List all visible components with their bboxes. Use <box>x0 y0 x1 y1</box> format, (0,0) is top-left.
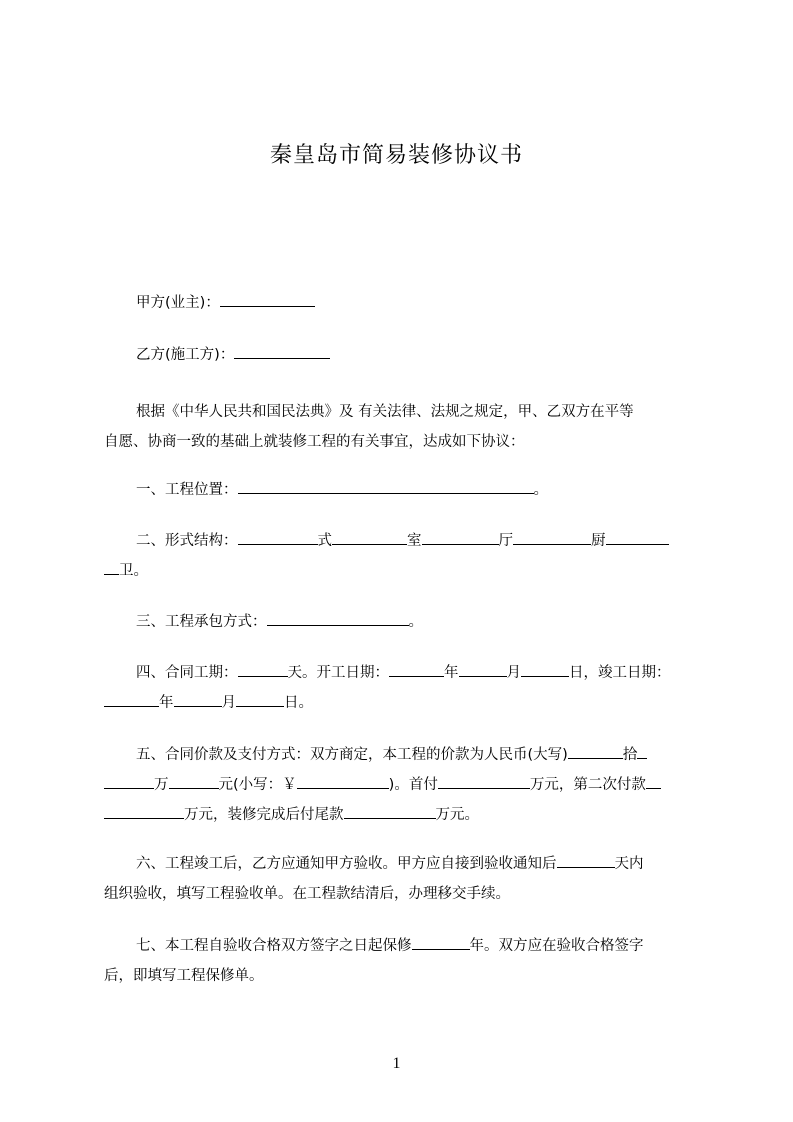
bath-unit: 卫。 <box>119 563 148 579</box>
clause-2-label: 二、形式结构： <box>136 533 238 549</box>
party-a-label: 甲方(业主)： <box>136 295 220 311</box>
party-a-line <box>136 292 315 313</box>
room-unit: 室 <box>407 533 422 549</box>
clause-7-text-end: 年。双方应在验收合格签字 <box>469 938 644 954</box>
clause-3-contract-method <box>136 611 423 632</box>
project-location-blank[interactable] <box>238 479 534 494</box>
bath-blank-part-1[interactable] <box>606 530 669 545</box>
clause-3-label: 三、工程承包方式： <box>136 614 267 630</box>
party-b-line <box>136 344 330 365</box>
clause-6-text-end: 天内 <box>614 856 644 872</box>
clause-4-line-1 <box>104 658 700 688</box>
acceptance-days-blank[interactable] <box>557 853 615 868</box>
second-payment-blank-part-2[interactable] <box>104 804 184 819</box>
end-day-blank[interactable] <box>236 692 284 707</box>
clause-7-line-2: 后，即填写工程保修单。 <box>104 968 264 984</box>
document-title: 秦皇岛市简易装修协议书 <box>269 143 523 168</box>
bath-blank-part-2[interactable] <box>104 560 119 575</box>
duration-days-blank[interactable] <box>238 662 288 677</box>
clause-4-line-2 <box>104 688 700 718</box>
final-payment-unit: 万元。 <box>435 807 479 823</box>
style-unit: 式 <box>317 533 332 549</box>
party-b-blank[interactable] <box>234 344 330 359</box>
clause-2-line-1 <box>104 526 700 556</box>
price-small-label: 元(小写：￥ <box>218 777 297 793</box>
clause-7-line-1 <box>104 931 700 961</box>
price-wan-blank-part-2[interactable] <box>104 774 154 789</box>
end-month-blank[interactable] <box>174 692 222 707</box>
clause-6-line-2: 组织验收，填写工程验收单。在工程款结清后，办理移交手续。 <box>104 886 510 902</box>
clause-6-acceptance <box>104 849 700 909</box>
clause-7-text-start: 七、本工程自验收合格双方签字之日起保修 <box>136 938 412 954</box>
clause-6-text-start: 六、工程竣工后，乙方应通知甲方验收。甲方应自接到验收通知后 <box>136 856 557 872</box>
first-payment-blank[interactable] <box>438 774 530 789</box>
kitchen-blank[interactable] <box>513 530 591 545</box>
second-payment-label: 万元，第二次付款 <box>529 777 646 793</box>
start-year-blank[interactable] <box>389 662 444 677</box>
start-month-blank[interactable] <box>459 662 507 677</box>
price-wan-unit: 万 <box>154 777 169 793</box>
price-ten-blank[interactable] <box>568 744 623 759</box>
completion-date-label: 日，竣工日期： <box>569 665 671 681</box>
price-yuan-blank[interactable] <box>169 774 219 789</box>
start-month-unit: 月 <box>506 665 521 681</box>
hall-blank[interactable] <box>422 530 499 545</box>
page-number: 1 <box>392 1055 401 1072</box>
clause-4-duration <box>104 658 700 718</box>
preamble-line-1: 根据《中华人民共和国民法典》及 有关法律、法规之规定，甲、乙双方在平等 <box>136 404 634 420</box>
preamble-paragraph <box>104 397 700 457</box>
start-day-blank[interactable] <box>521 662 569 677</box>
kitchen-unit: 厨 <box>591 533 606 549</box>
end-month-unit: 月 <box>221 695 236 711</box>
clause-1-label: 一、工程位置： <box>136 482 238 498</box>
start-year-unit: 年 <box>444 665 459 681</box>
clause-5-line-2 <box>104 770 700 800</box>
clause-2-structure <box>104 526 700 586</box>
clause-3-end: 。 <box>408 614 423 630</box>
warranty-years-blank[interactable] <box>412 935 470 950</box>
style-blank[interactable] <box>238 530 318 545</box>
price-wan-blank-part-1[interactable] <box>637 744 647 759</box>
price-ten-unit: 拾 <box>622 747 638 763</box>
clause-5-label: 五、合同价款及支付方式：双方商定，本工程的价款为人民币(大写) <box>136 747 568 763</box>
clause-2-line-2 <box>104 556 700 586</box>
second-payment-blank-part-1[interactable] <box>646 774 661 789</box>
clause-6-line-1 <box>104 849 700 879</box>
party-a-blank[interactable] <box>220 292 315 307</box>
hall-unit: 厅 <box>498 533 513 549</box>
clause-5-line-3 <box>104 800 700 830</box>
final-payment-label: 万元，装修完成后付尾款 <box>184 807 344 823</box>
clause-1-location <box>136 479 548 500</box>
preamble-line-2: 自愿、协商一致的基础上就装修工程的有关事宜，达成如下协议： <box>104 434 525 450</box>
first-payment-label: )。首付 <box>388 777 438 793</box>
clause-7-warranty <box>104 931 700 991</box>
room-blank[interactable] <box>332 530 407 545</box>
clause-5-price <box>104 740 700 830</box>
contract-method-blank[interactable] <box>267 611 409 626</box>
end-year-blank[interactable] <box>104 692 159 707</box>
final-payment-blank[interactable] <box>344 804 436 819</box>
end-year-unit: 年 <box>159 695 174 711</box>
start-date-label: 天。开工日期： <box>287 665 389 681</box>
clause-5-line-1 <box>104 740 700 770</box>
clause-1-end: 。 <box>533 482 548 498</box>
party-b-label: 乙方(施工方)： <box>136 347 235 363</box>
clause-4-label: 四、合同工期： <box>136 665 238 681</box>
end-day-unit: 日。 <box>284 695 313 711</box>
price-small-blank[interactable] <box>297 774 389 789</box>
